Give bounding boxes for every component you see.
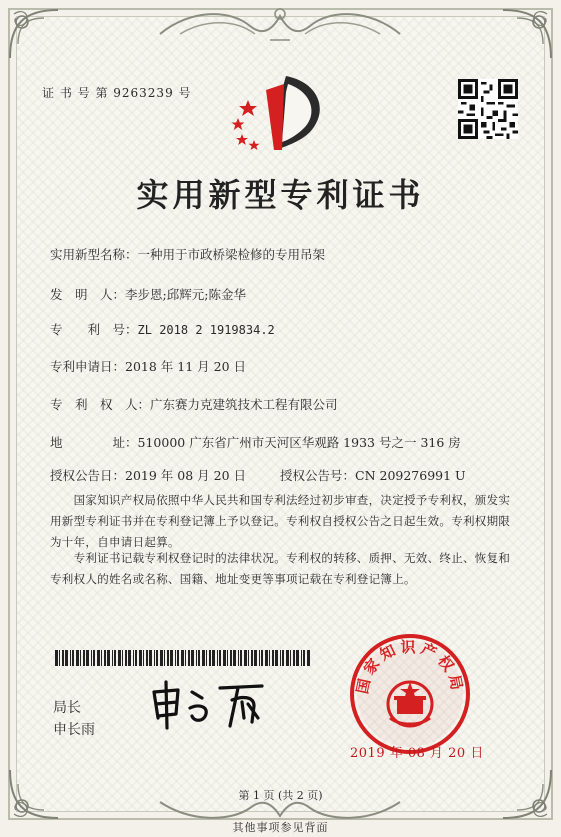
barcode-bar: [251, 650, 253, 666]
field-value: 510000 广东省广州市天河区华观路 1933 号之一 316 房: [137, 435, 461, 450]
barcode-bar: [272, 650, 274, 666]
paragraph-legal-status: 专利证书记载专利权登记时的法律状况。专利权的转移、质押、无效、终止、恢复和专利权人的姓名或名称、国籍、地址变更等事项记载在专利登记簿上。: [50, 551, 511, 586]
barcode-bar: [240, 650, 242, 666]
barcode-bar: [280, 650, 281, 666]
barcode-bar: [160, 650, 163, 666]
field-address: [50, 433, 461, 451]
barcode-bar: [154, 650, 155, 666]
barcode-bar: [307, 650, 310, 666]
handwritten-signature: [150, 678, 290, 730]
barcode-bar: [196, 650, 197, 666]
barcode-bar: [72, 650, 74, 666]
barcode-bar: [303, 650, 305, 666]
official-seal: [348, 632, 472, 756]
barcode-bar: [301, 650, 302, 666]
barcode-bar: [206, 650, 207, 666]
field-label: 发 明 人：: [50, 287, 126, 302]
barcode-bar: [164, 650, 165, 666]
barcode-bar: [227, 650, 228, 666]
field-patent-number: [50, 320, 275, 338]
certificate-number: 证 书 号 第 9263239 号: [42, 86, 192, 100]
barcode-bar: [139, 650, 142, 666]
field-label: 授权公告日：: [50, 468, 126, 483]
barcode-bar: [146, 650, 148, 666]
barcode-bar: [62, 650, 64, 666]
barcode-bar: [97, 650, 100, 666]
corner-ornament-tr: [497, 4, 557, 64]
field-value: 2019 年 08 月 20 日: [125, 468, 247, 483]
barcode-bar: [248, 650, 249, 666]
signature-name: 申长雨: [53, 722, 95, 738]
field-filing-date: [50, 357, 246, 375]
barcode: [55, 650, 313, 666]
field-value: 一种用于市政桥梁检修的专用吊架: [137, 247, 326, 262]
barcode-bar: [219, 650, 221, 666]
barcode-bar: [286, 650, 289, 666]
barcode-bar: [261, 650, 263, 666]
corner-ornament-tl: [4, 4, 64, 64]
barcode-bar: [290, 650, 291, 666]
field-label: 专 利 权 人：: [50, 397, 151, 412]
barcode-bar: [135, 650, 137, 666]
field-label: 地 址：: [50, 435, 138, 450]
barcode-bar: [91, 650, 92, 666]
field-value: 2018 年 11 月 20 日: [125, 359, 247, 374]
barcode-bar: [188, 650, 190, 666]
barcode-bar: [177, 650, 179, 666]
field-label: 实用新型名称：: [50, 247, 138, 262]
field-patentee: [50, 395, 338, 413]
barcode-bar: [149, 650, 152, 666]
signature-title: 局长: [53, 700, 81, 716]
barcode-bar: [167, 650, 169, 666]
barcode-bar: [233, 650, 236, 666]
field-grant-number: [280, 466, 466, 484]
barcode-bar: [275, 650, 278, 666]
field-utility-model-name: [50, 245, 325, 263]
barcode-bar: [143, 650, 144, 666]
barcode-bar: [93, 650, 95, 666]
barcode-bar: [76, 650, 79, 666]
barcode-bar: [118, 650, 121, 666]
seal-date: 2019 年 08 月 20 日: [350, 746, 484, 761]
barcode-bar: [156, 650, 158, 666]
barcode-bar: [55, 650, 58, 666]
barcode-bar: [209, 650, 211, 666]
field-value: ZL 2018 2 1919834.2: [137, 323, 275, 337]
footer-note: 其他事项参见背面: [232, 821, 329, 834]
barcode-bar: [296, 650, 299, 666]
barcode-bar: [212, 650, 215, 666]
barcode-bar: [191, 650, 194, 666]
barcode-bar: [269, 650, 270, 666]
barcode-bar: [107, 650, 110, 666]
barcode-bar: [223, 650, 226, 666]
barcode-bar: [230, 650, 232, 666]
barcode-bar: [282, 650, 284, 666]
barcode-bar: [133, 650, 134, 666]
barcode-bar: [217, 650, 218, 666]
barcode-bar: [70, 650, 71, 666]
certificate-title: 实用新型专利证书: [136, 176, 425, 214]
field-label: 授权公告号：: [280, 468, 356, 483]
field-grant-date: [50, 466, 246, 484]
barcode-bar: [254, 650, 257, 666]
patent-office-emblem: [226, 70, 334, 152]
barcode-bar: [65, 650, 68, 666]
barcode-bar: [125, 650, 127, 666]
barcode-bar: [59, 650, 60, 666]
barcode-bar: [86, 650, 89, 666]
page-number: 第 1 页 (共 2 页): [238, 789, 323, 802]
barcode-bar: [265, 650, 268, 666]
barcode-bar: [114, 650, 116, 666]
paragraph-grant-statement: 国家知识产权局依照中华人民共和国专利法经过初步审查，决定授予专利权，颁发实用新型专利证书并在专利登记簿上予以登记。专利权自授权公告之日起生效。专利权期限为十年，自申请日起算。: [50, 493, 511, 549]
barcode-bar: [244, 650, 247, 666]
field-value: CN 209276991 U: [355, 468, 466, 483]
barcode-bar: [122, 650, 123, 666]
field-inventors: [50, 285, 246, 303]
barcode-bar: [83, 650, 85, 666]
barcode-bar: [175, 650, 176, 666]
field-label: 专利申请日：: [50, 359, 126, 374]
barcode-bar: [181, 650, 184, 666]
barcode-bar: [185, 650, 186, 666]
barcode-bar: [170, 650, 173, 666]
barcode-bar: [80, 650, 81, 666]
barcode-bar: [101, 650, 102, 666]
barcode-bar: [128, 650, 131, 666]
seal-text: 国家知识产权局: [353, 638, 467, 696]
qr-code: [458, 79, 518, 139]
barcode-bar: [198, 650, 200, 666]
barcode-bar: [293, 650, 295, 666]
barcode-bar: [104, 650, 106, 666]
barcode-bar: [112, 650, 113, 666]
barcode-bar: [202, 650, 205, 666]
field-value: 广东赛力克建筑技术工程有限公司: [150, 397, 338, 412]
barcode-bar: [238, 650, 239, 666]
top-ornament: [150, 4, 410, 44]
barcode-bar: [259, 650, 260, 666]
field-value: 李步恩;邱辉元;陈金华: [125, 287, 246, 302]
field-label: 专 利 号：: [50, 322, 138, 337]
